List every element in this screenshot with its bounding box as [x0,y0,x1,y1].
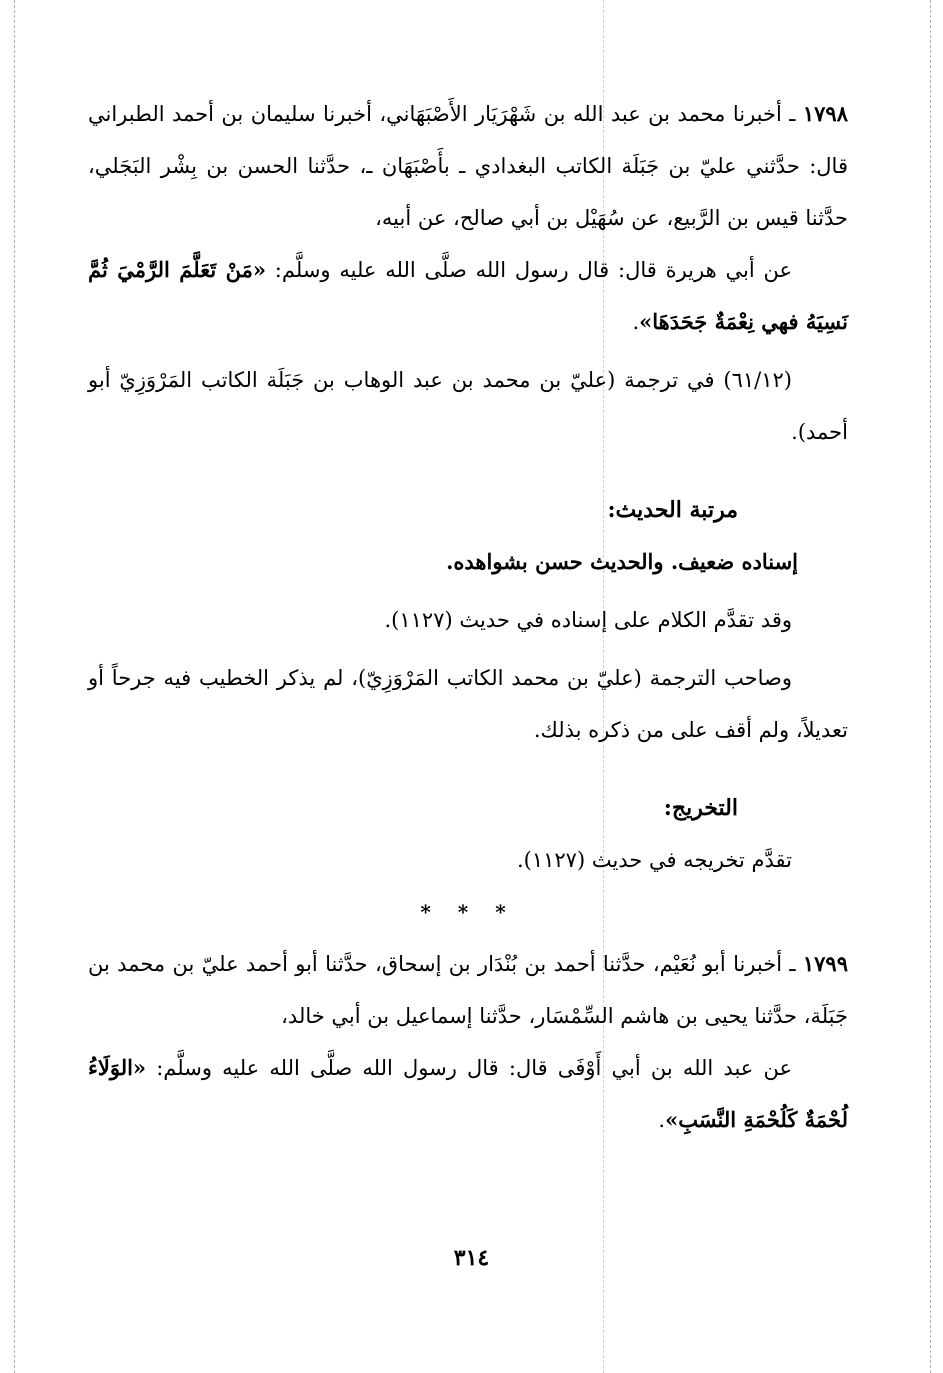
takhrij-heading: التخريج: [663,795,738,821]
hadith-1799-isnad [88,938,848,1042]
grade-note: وقد تقدَّم الكلام على إسناده في حديث (١١٢٧). [384,608,792,632]
hadith-1798-isnad [88,88,848,244]
isnad-text: ـ أخبرنا أبو نُعَيْم، حدَّثنا أحمد بن بُنْدَار بن إسحاق، حدَّثنا أبو أحمد عليّ بن محمد بن جَبَلَة، حدَّثنا يحيى بن هاشم السِّمْسَار، حدَّثنا إسماعيل بن أبي خالد، [88,952,848,1028]
scan-margin-left [14,0,15,1373]
narrator-note: وصاحب الترجمة (عليّ بن محمد الكاتب المَرْوَزِيّ)، لم يذكر الخطيب فيه جرحاً أو تعديلاً، ولم أقف على من ذكره بذلك. [88,666,848,742]
hadith-number: ١٧٩٨ [802,101,848,126]
scan-margin-right [930,0,931,1373]
matn-end: . [632,310,640,334]
hadith-1799-matn [88,1042,848,1146]
matn-text: «مَنْ تَعَلَّمَ الرَّمْيَ ثُمَّ نَسِيَهُ فهي نِعْمَةٌ جَحَدَهَا» [88,257,848,334]
hadith-1798-reference: (٦١/١٢) في ترجمة (عليّ بن محمد بن عبد الوهاب بن جَبَلَة الكاتب المَرْوَزِيّ أبو أحمد). [88,368,848,444]
matn-intro: عن أبي هريرة قال: قال رسول الله صلَّى الله عليه وسلَّم: [266,258,792,282]
book-page [88,88,848,1146]
isnad-text: ـ أخبرنا محمد بن عبد الله بن شَهْرَيَار الأَصْبَهَاني، أخبرنا سليمان بن أحمد الطبراني قال: حدَّثني عليّ بن جَبَلَة الكاتب البغدادي ـ بأَصْبَهَان ـ، حدَّثنا الحسن بن بِشْر البَجَلي، حدَّثنا قيس بن الرَّبيع، عن سُهَيْل بن أبي صالح، عن أبيه، [88,102,848,230]
matn-end: . [658,1108,666,1132]
grade-heading: مرتبة الحديث: [607,497,738,523]
section-separator: * * * [420,900,516,924]
hadith-1798-matn [88,244,848,348]
takhrij-text: تقدَّم تخريجه في حديث (١١٢٧). [516,848,792,872]
matn-intro: عن عبد الله بن أبي أَوْفَى قال: قال رسول الله صلَّى الله عليه وسلَّم: [146,1056,792,1080]
matn-text: «الوَلَاءُ لُحْمَةٌ كَلُحْمَةِ النَّسَبِ» [88,1055,848,1132]
grade-text: إسناده ضعيف. والحديث حسن بشواهده. [446,549,798,574]
hadith-number: ١٧٩٩ [802,951,848,976]
page-number: ٣١٤ [453,1245,490,1271]
